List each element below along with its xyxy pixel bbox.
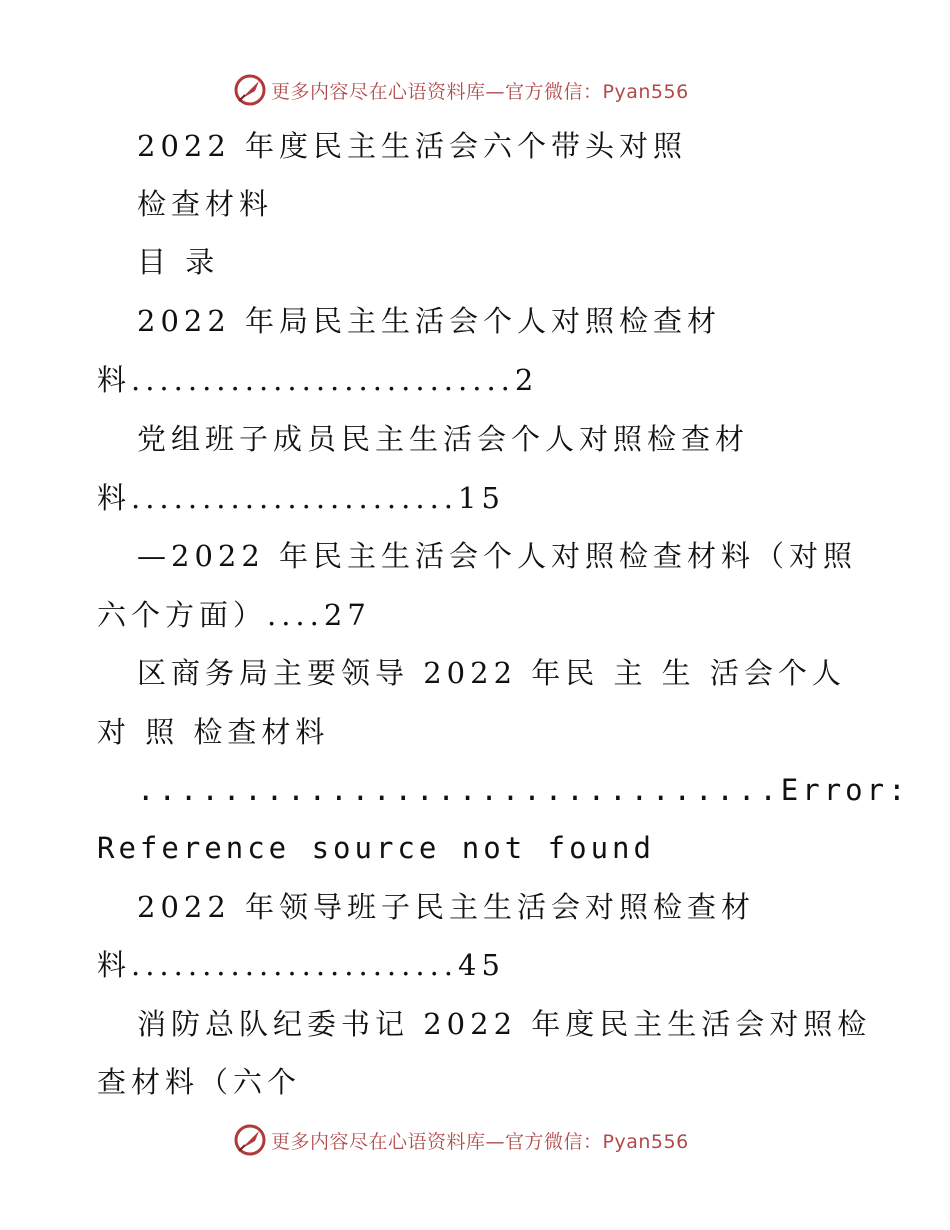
toc-entry-1-line-1: 2022 年局民主生活会个人对照检查材: [137, 304, 722, 338]
footer-banner-text: 更多内容尽在心语资料库—官方微信：Pyan556: [271, 1130, 689, 1153]
header-banner: [233, 72, 713, 108]
toc-heading: 目 录: [137, 245, 220, 279]
toc-entry-5-line-2: 料.......................45: [97, 948, 505, 982]
toc-entry-4-line-3: ..............................Error:: [137, 773, 910, 807]
quill-logo-icon: [233, 73, 267, 107]
toc-entry-5-line-1: 2022 年领导班子民主生活会对照检查材: [137, 890, 756, 924]
toc-entry-4-line-2: 对 照 检查材料: [97, 715, 330, 749]
toc-entry-6-line-1: 消防总队纪委书记 2022 年度民主生活会对照检: [137, 1007, 872, 1041]
toc-entry-2-line-2: 料.......................15: [97, 481, 505, 515]
toc-entry-3-line-1: —2022 年民主生活会个人对照检查材料（对照: [137, 539, 858, 573]
doc-title-line-1: 2022 年度民主生活会六个带头对照: [137, 129, 688, 163]
quill-logo-icon: [233, 1123, 267, 1157]
toc-entry-3-line-2: 六个方面）....27: [97, 598, 371, 632]
header-banner-text: 更多内容尽在心语资料库—官方微信：Pyan556: [271, 80, 689, 103]
toc-entry-4-line-4: Reference source not found: [97, 831, 655, 865]
footer-banner: [233, 1122, 713, 1158]
toc-entry-4-line-1: 区商务局主要领导 2022 年民 主 生 活会个人: [137, 656, 846, 690]
toc-entry-6-line-2: 查材料（六个: [97, 1065, 302, 1099]
toc-entry-2-line-1: 党组班子成员民主生活会个人对照检查材: [137, 422, 750, 456]
toc-entry-1-line-2: 料...........................2: [97, 363, 539, 397]
doc-title-line-2: 检查材料: [137, 187, 274, 221]
